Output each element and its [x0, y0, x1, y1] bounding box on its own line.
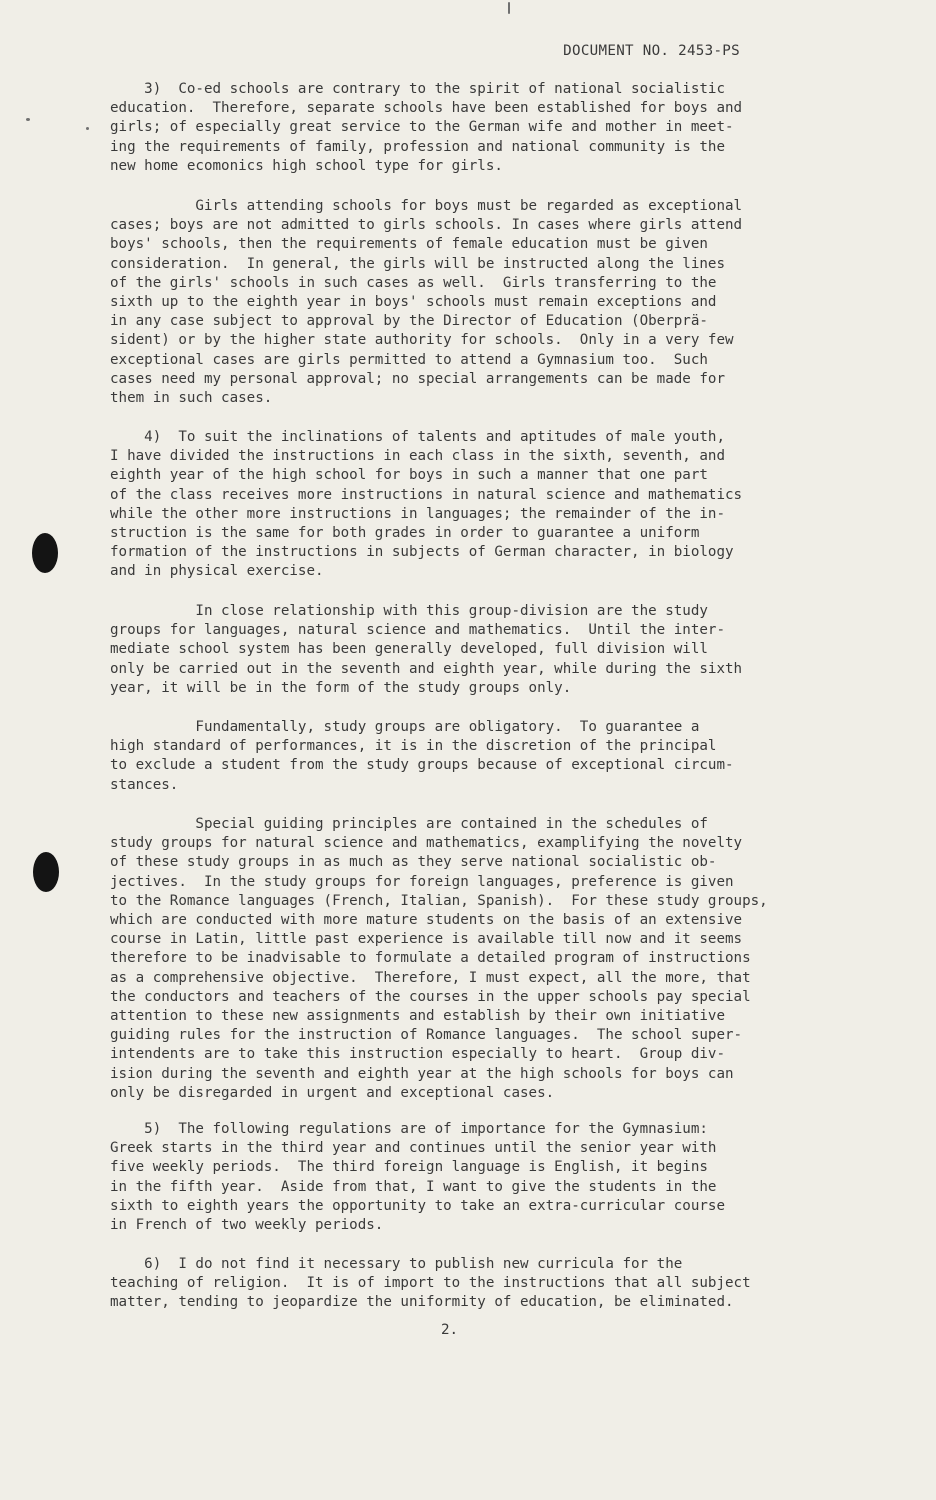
text-line: matter, tending to jeopardize the uniformity of education, be eliminated. [110, 1294, 734, 1311]
text-line: in French of two weekly periods. [110, 1217, 384, 1234]
text-line: five weekly periods. The third foreign language is English, it begins [110, 1159, 708, 1176]
text-line: high standard of performances, it is in the discretion of the principal [110, 738, 717, 755]
text-line: cases need my personal approval; no special arrangements can be made for [110, 370, 725, 387]
text-line: teaching of religion. It is of import to the instructions that all subject [110, 1275, 751, 1292]
text-line: the conductors and teachers of the courses in the upper schools pay special [110, 988, 751, 1005]
page-number: 2. [441, 1322, 459, 1338]
text-line: 4) To suit the inclinations of talents and aptitudes of male youth, [110, 429, 725, 445]
text-line: eighth year of the high school for boys in such a manner that one part [110, 467, 708, 484]
text-line: 3) Co-ed schools are contrary to the spirit of national socialistic [110, 81, 725, 97]
document-number: DOCUMENT NO. 2453-PS [563, 43, 740, 59]
text-line: Special guiding principles are contained in the schedules of [110, 816, 708, 832]
text-line: ing the requirements of family, profession and national community is the [110, 138, 725, 155]
text-line: In close relationship with this group-division are the study [110, 603, 708, 619]
text-line: Greek starts in the third year and continues until the senior year with [110, 1140, 717, 1157]
paper-mark [508, 2, 510, 14]
text-line: and in physical exercise. [110, 563, 324, 580]
text-line: 6) I do not find it necessary to publish new curricula for the [110, 1256, 683, 1272]
text-line: 5) The following regulations are of importance for the Gymnasium: [110, 1121, 708, 1137]
punch-hole [33, 852, 59, 892]
text-line: intendents are to take this instruction especially to heart. Group div- [110, 1046, 725, 1063]
text-line: of the class receives more instructions in natural science and mathematics [110, 486, 743, 503]
text-line: sident) or by the higher state authority for schools. Only in a very few [110, 332, 734, 349]
text-line: ision during the seventh and eighth year at the high schools for boys can [110, 1065, 734, 1082]
paragraph-3-girls-in-boys-schools [110, 197, 840, 408]
text-line: to exclude a student from the study groups because of exceptional circum- [110, 757, 734, 774]
paragraph-3 [110, 80, 840, 176]
text-line: guiding rules for the instruction of Romance languages. The school super- [110, 1027, 743, 1044]
text-line: them in such cases. [110, 390, 273, 407]
text-line: new home ecomonics high school type for girls. [110, 157, 503, 174]
text-line: study groups for natural science and mathematics, examplifying the novelty [110, 835, 743, 852]
paper-speck [26, 118, 30, 121]
text-line: sixth to eighth years the opportunity to take an extra-curricular course [110, 1197, 725, 1214]
paragraph-4-obligatory [110, 718, 840, 795]
text-line: only be disregarded in urgent and exceptional cases. [110, 1084, 555, 1101]
paragraph-6 [110, 1255, 840, 1313]
text-line: in any case subject to approval by the Director of Education (Oberprä- [110, 313, 708, 330]
text-line: of these study groups in as much as they serve national socialistic ob- [110, 854, 717, 871]
text-line: exceptional cases are girls permitted to attend a Gymnasium too. Such [110, 351, 708, 368]
text-line: Girls attending schools for boys must be regarded as exceptional [110, 198, 743, 214]
text-line: mediate school system has been generally developed, full division will [110, 641, 708, 658]
text-line: to the Romance languages (French, Italian, Spanish). For these study groups, [110, 892, 768, 909]
text-line: of the girls' schools in such cases as well. Girls transferring to the [110, 274, 717, 291]
text-line: girls; of especially great service to the German wife and mother in meet- [110, 119, 734, 136]
text-line: cases; boys are not admitted to girls schools. In cases where girls attend [110, 217, 743, 234]
text-line: consideration. In general, the girls will be instructed along the lines [110, 255, 725, 272]
text-line: struction is the same for both grades in order to guarantee a uniform [110, 525, 700, 542]
text-line: education. Therefore, separate schools have been established for boys and [110, 100, 743, 117]
text-line: sixth up to the eighth year in boys' schools must remain exceptions and [110, 294, 717, 311]
text-line: I have divided the instructions in each class in the sixth, seventh, and [110, 448, 725, 465]
text-line: while the other more instructions in languages; the remainder of the in- [110, 505, 725, 522]
text-line: as a comprehensive objective. Therefore, I must expect, all the more, that [110, 969, 751, 986]
text-line: boys' schools, then the requirements of female education must be given [110, 236, 708, 253]
text-line: in the fifth year. Aside from that, I want to give the students in the [110, 1178, 717, 1195]
text-line: year, it will be in the form of the study groups only. [110, 679, 572, 696]
text-line: Fundamentally, study groups are obligatory. To guarantee a [110, 719, 700, 735]
text-line: jectives. In the study groups for foreign languages, preference is given [110, 873, 734, 890]
text-line: which are conducted with more mature students on the basis of an extensive [110, 912, 743, 929]
paragraph-4 [110, 428, 840, 582]
paragraph-5 [110, 1120, 840, 1235]
text-line: formation of the instructions in subjects of German character, in biology [110, 544, 734, 561]
paragraph-4-guiding-principles [110, 815, 840, 1103]
punch-hole [32, 533, 58, 573]
text-line: course in Latin, little past experience is available till now and it seems [110, 931, 743, 948]
text-line: groups for languages, natural science and mathematics. Until the inter- [110, 622, 725, 639]
paragraph-4-study-groups [110, 602, 840, 698]
paper-speck [86, 127, 89, 130]
text-line: stances. [110, 776, 179, 793]
text-line: therefore to be inadvisable to formulate a detailed program of instructions [110, 950, 751, 967]
text-line: attention to these new assignments and establish by their own initiative [110, 1008, 725, 1025]
text-line: only be carried out in the seventh and eighth year, while during the sixth [110, 660, 743, 677]
